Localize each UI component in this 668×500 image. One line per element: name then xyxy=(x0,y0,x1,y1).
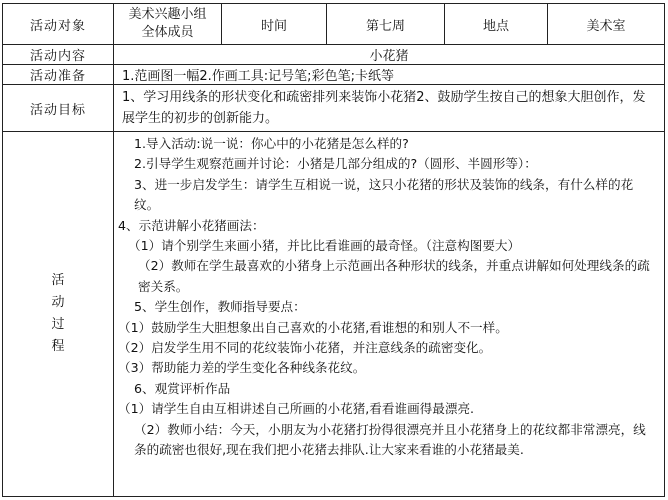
process-label-char: 程 xyxy=(51,339,65,354)
process-line: （1）鼓励学生大胆想象出自己喜欢的小花猪,看谁想的和别人不一样。 xyxy=(118,319,508,335)
place-label: 地点 xyxy=(445,4,548,45)
process-line: （2）教师小结：今天，小朋友为小花猪打扮得很漂亮并且小花猪身上的花纹都非常漂亮，线条的疏密也很好,现在我们把小花猪去排队.让大家来看谁的小花猪最美. xyxy=(134,421,646,458)
process-line: 4、示范讲解小花猪画法： xyxy=(118,217,265,233)
object-value xyxy=(114,4,222,45)
process-label-char: 过 xyxy=(51,317,65,332)
header-row xyxy=(3,4,665,45)
goal-value: 1、学习用线条的形状变化和疏密排列来装饰小花猪2、鼓励学生按自己的想象大胆创作，发展学生的初步的创新能力。 xyxy=(114,85,665,132)
process-line: 6、观赏评析作品 xyxy=(134,380,231,396)
content-value: 小花猪 xyxy=(114,45,665,65)
process-line: 2.引导学生观察范画并讨论：小猪是几部分组成的?（圆形、半圆形等）： xyxy=(134,156,537,172)
process-line: （2）教师在学生最喜欢的小猪身上示范画出各种形状的线条，并重点讲解如何处理线条的疏密关系。 xyxy=(138,258,650,294)
prep-label: 活动准备 xyxy=(3,65,114,85)
process-row xyxy=(3,132,665,497)
process-label-char: 动 xyxy=(51,295,65,310)
prep-row xyxy=(3,65,665,85)
process-line: 3、进一步启发学生：请学生互相说一说，这只小花猪的形状及装饰的线条，有什么样的花纹。 xyxy=(134,176,634,213)
time-label: 时间 xyxy=(222,4,327,45)
process-label-char: 活 xyxy=(51,273,65,288)
content-label: 活动内容 xyxy=(3,45,114,65)
process-line: 1.导入活动:说一说：你心中的小花猪是怎么样的? xyxy=(134,136,409,151)
process-line: （3）帮助能力差的学生变化各种线条花纹。 xyxy=(118,360,366,376)
goal-row xyxy=(3,85,665,132)
content-row xyxy=(3,45,665,65)
lesson-plan-table xyxy=(2,3,665,497)
object-label: 活动对象 xyxy=(3,4,114,45)
prep-value: 1.范画图一幅2.作画工具:记号笔;彩色笔;卡纸等 xyxy=(114,65,665,85)
process-line: （1）请个别学生来画小猪，并比比看谁画的最奇怪。（注意构图要大） xyxy=(128,238,521,254)
object-value-line-1: 美术兴趣小组 xyxy=(128,7,207,22)
process-content xyxy=(114,132,665,497)
process-line: （1）请学生自由互相讲述自己所画的小花猪,看看谁画得最漂亮. xyxy=(118,401,475,417)
process-line: （2）启发学生用不同的花纹装饰小花猪，并注意线条的疏密变化。 xyxy=(118,340,492,356)
process-label xyxy=(3,132,114,497)
goal-label: 活动目标 xyxy=(3,85,114,132)
object-value-line-2: 全体成员 xyxy=(141,25,194,40)
time-value: 第七周 xyxy=(327,4,445,45)
process-line: 5、学生创作，教师指导要点： xyxy=(134,299,306,315)
place-value: 美术室 xyxy=(548,4,665,45)
